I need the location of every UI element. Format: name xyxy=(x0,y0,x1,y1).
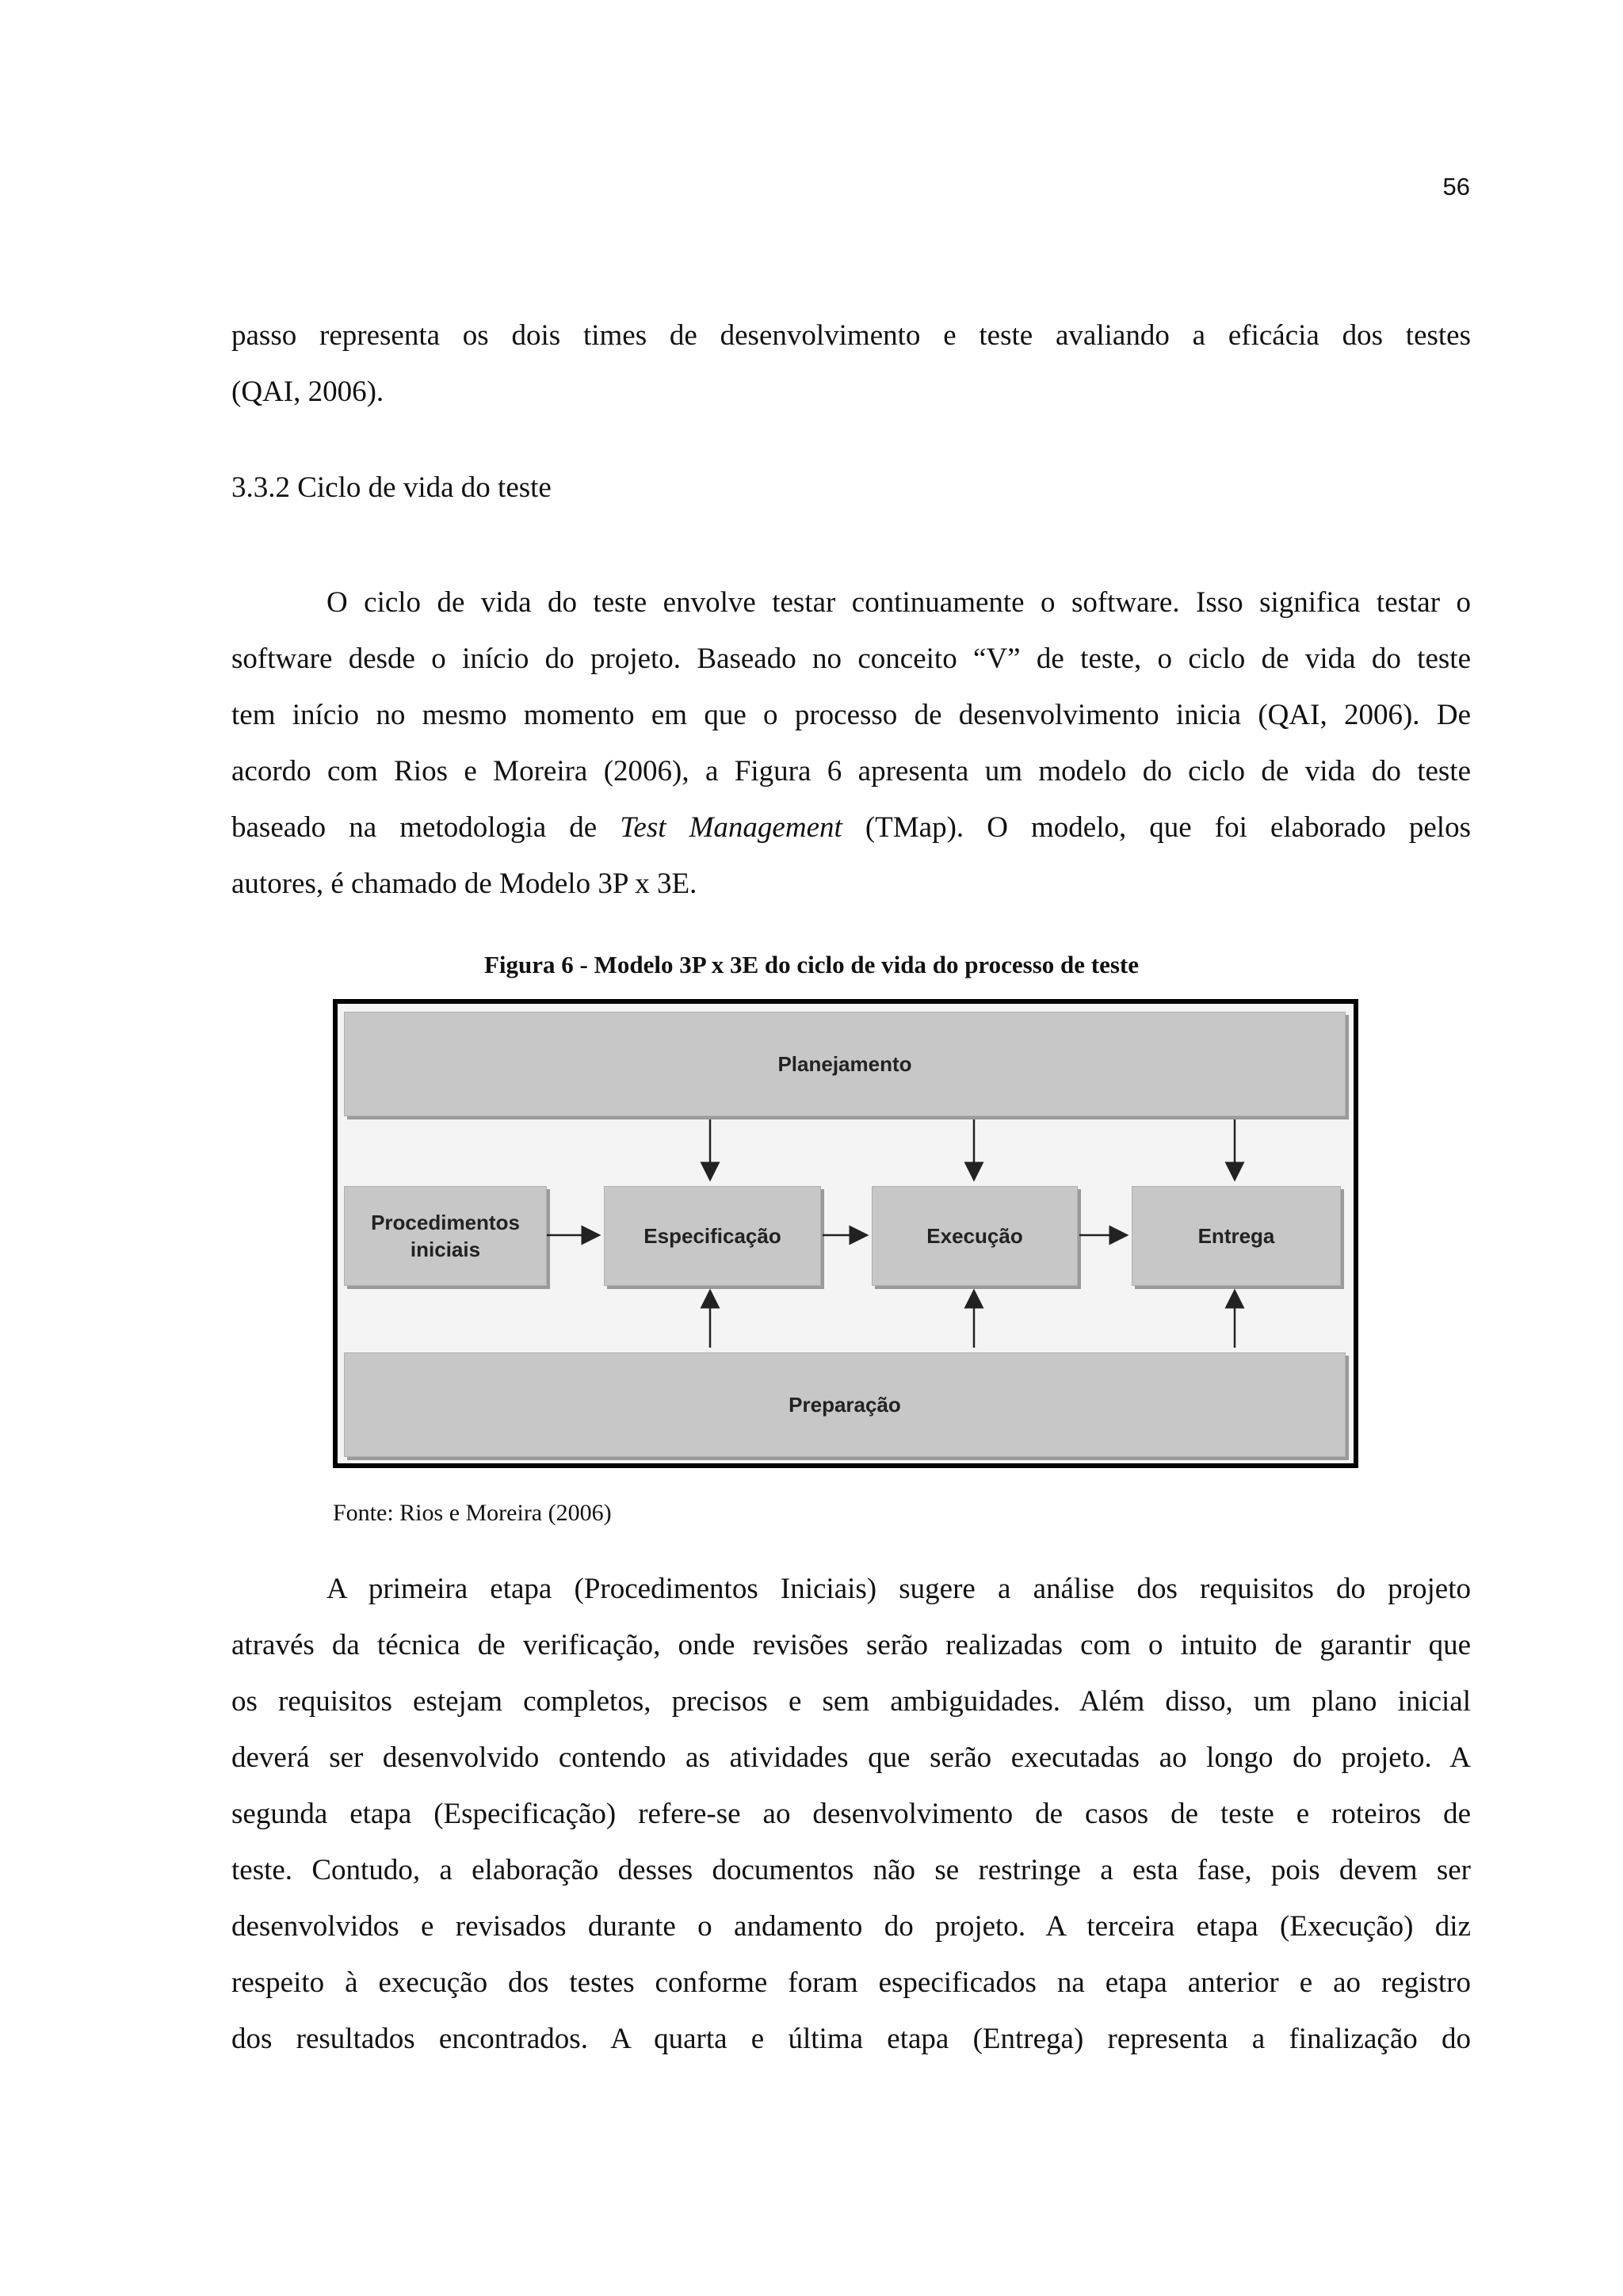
preparacao-band: Preparação xyxy=(344,1352,1346,1457)
entrega-box: Entrega xyxy=(1132,1186,1341,1286)
text-line: (QAI, 2006). xyxy=(231,376,384,408)
figure-source: Fonte: Rios e Moreira (2006) xyxy=(333,1500,612,1526)
text-line: respeito à execução dos testes conforme foram especificados na etapa anterior e ao registro xyxy=(231,1966,1471,1999)
text-line: acordo com Rios e Moreira (2006), a Figura 6 apresenta um modelo do ciclo de vida do teste xyxy=(231,755,1471,788)
text-line: os requisitos estejam completos, precisos e sem ambiguidades. Além disso, um plano inicial xyxy=(231,1685,1471,1718)
execucao-box: Execução xyxy=(872,1186,1078,1286)
especificacao-box: Especificação xyxy=(604,1186,821,1286)
figure-caption: Figura 6 - Modelo 3P x 3E do ciclo de vida do processo de teste xyxy=(483,951,1140,978)
text-segment: baseado na metodologia de xyxy=(231,811,621,844)
figure-diagram xyxy=(333,999,1358,1468)
text-line: autores, é chamado de Modelo 3P x 3E. xyxy=(231,868,697,900)
paragraph-top xyxy=(231,307,1471,420)
text-line: através da técnica de verificação, onde revisões serão realizadas com o intuito de garantir que xyxy=(231,1629,1471,1661)
text-line: passo representa os dois times de desenvolvimento e teste avaliando a eficácia dos testes xyxy=(231,319,1471,352)
italic-term: Test Management xyxy=(620,811,842,844)
text-line: O ciclo de vida do teste envolve testar continuamente o software. Isso significa testar o xyxy=(327,586,1471,619)
text-line: tem início no mesmo momento em que o processo de desenvolvimento inicia (QAI, 2006). De xyxy=(231,699,1471,731)
text-line: A primeira etapa (Procedimentos Iniciais) sugere a análise dos requisitos do projeto xyxy=(327,1573,1471,1605)
text-line: teste. Contudo, a elaboração desses documentos não se restringe a esta fase, pois devem ser xyxy=(231,1854,1471,1886)
procedimentos-box: Procedimentos iniciais xyxy=(344,1186,547,1286)
page-number: 56 xyxy=(1442,173,1470,200)
paragraph-intro xyxy=(231,574,1471,912)
text-line: segunda etapa (Especificação) refere-se ao desenvolvimento de casos de teste e roteiros de xyxy=(231,1798,1471,1830)
text-line-mixed xyxy=(231,799,1471,856)
paragraph-body xyxy=(231,1561,1471,2067)
text-line: deverá ser desenvolvido contendo as atividades que serão executadas ao longo do projeto. A xyxy=(231,1741,1471,1774)
text-line: dos resultados encontrados. A quarta e última etapa (Entrega) representa a finalização do xyxy=(231,2023,1471,2055)
text-segment: (TMap). O modelo, que foi elaborado pelos xyxy=(842,811,1471,844)
planejamento-band: Planejamento xyxy=(344,1012,1346,1116)
section-heading: 3.3.2 Ciclo de vida do teste xyxy=(231,471,552,504)
text-line: desenvolvidos e revisados durante o andamento do projeto. A terceira etapa (Execução) diz xyxy=(231,1910,1471,1943)
diagram-arrows xyxy=(338,1004,1354,1463)
text-line: software desde o início do projeto. Baseado no conceito “V” de teste, o ciclo de vida do teste xyxy=(231,643,1471,675)
